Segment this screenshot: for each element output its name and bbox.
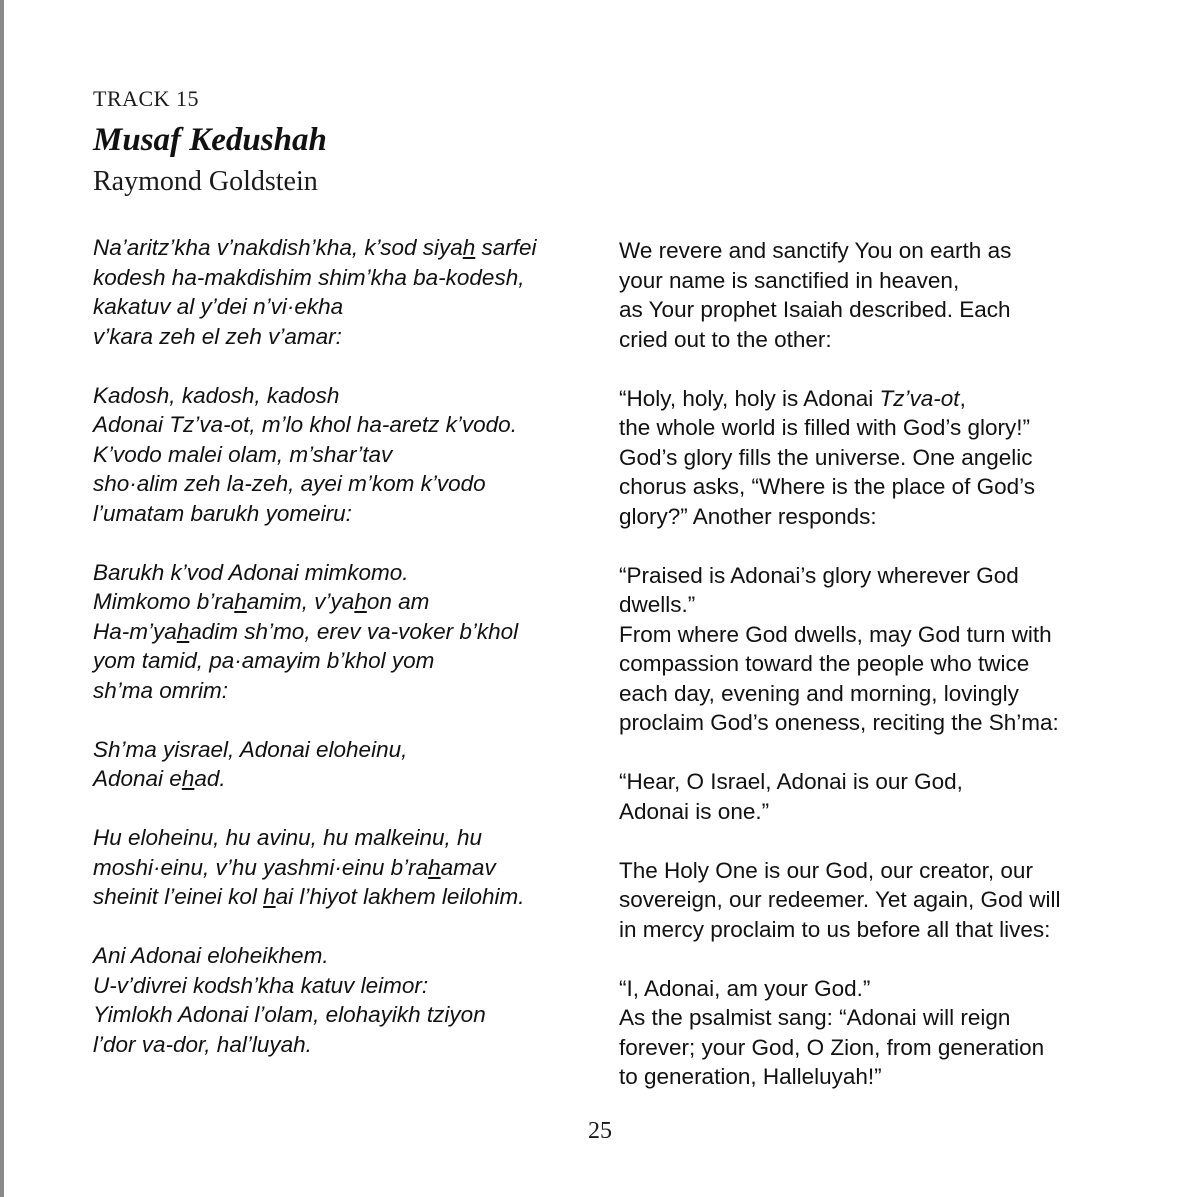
translation-stanza: [619, 856, 1109, 945]
text-segment: K’vodo malei olam, m’shar’tav: [93, 441, 393, 467]
text-line: [619, 708, 1109, 738]
text-segment: sovereign, our redeemer. Yet again, God will: [619, 887, 1061, 912]
translation-stanza: [619, 974, 1109, 1092]
text-segment: ai l’hiyot lakhem leilohim.: [275, 884, 525, 909]
text-segment: From where God dwells, may God turn with: [619, 621, 1052, 647]
text-line: [619, 295, 1109, 325]
text-line: [619, 649, 1109, 679]
text-line: [619, 384, 1109, 414]
text-segment: ,: [959, 385, 966, 411]
text-line: [93, 823, 593, 853]
text-line: [619, 620, 1109, 650]
text-line: [619, 413, 1109, 443]
translation-stanza: [619, 561, 1109, 738]
text-line: [93, 558, 593, 588]
text-segment: Mimkomo b’ra: [93, 589, 235, 614]
underlined-letter: h: [428, 854, 441, 880]
text-line: [93, 587, 593, 617]
text-line: [93, 1000, 593, 1030]
translation-stanza: [619, 384, 1109, 532]
text-segment: Ha-m’ya: [93, 618, 177, 644]
text-line: [93, 499, 593, 529]
text-segment: Kadosh, kadosh, kadosh: [93, 382, 340, 408]
text-segment: adim sh’mo, erev va-voker b’khol: [189, 618, 519, 644]
text-segment: Ani Adonai eloheikhem.: [93, 943, 329, 968]
text-segment: sho·alim zeh la-zeh, ayei m’kom k’vodo: [93, 471, 486, 496]
text-segment: glory?” Another responds:: [619, 503, 877, 529]
text-segment: moshi·einu, v’hu yashmi·einu b’ra: [93, 854, 429, 880]
text-segment: proclaim God’s oneness, reciting the Sh’ma:: [619, 710, 1059, 735]
text-segment: Barukh k’vod Adonai mimkomo.: [93, 559, 409, 585]
text-line: [619, 590, 1109, 620]
text-segment: compassion toward the people who twice: [619, 651, 1030, 676]
text-segment: As the psalmist sang: “Adonai will reign: [619, 1005, 1011, 1030]
underlined-letter: h: [354, 589, 367, 614]
text-line: [93, 410, 593, 440]
text-segment: “Holy, holy, holy is Adonai: [619, 385, 880, 411]
text-line: [93, 764, 593, 794]
text-segment: each day, evening and morning, lovingly: [619, 680, 1019, 706]
text-segment: Sh’ma yisrael, Adonai eloheinu,: [93, 736, 408, 762]
text-segment: l’umatam barukh yomeiru:: [93, 500, 352, 526]
text-segment: sarfei: [475, 235, 537, 260]
transliteration-stanza: [93, 823, 593, 912]
text-line: [93, 646, 593, 676]
text-segment: ad.: [194, 766, 226, 791]
text-segment: Adonai Tz’va-ot, m’lo khol ha-aretz k’vodo.: [93, 412, 517, 437]
translation-stanza: [619, 767, 1109, 826]
text-segment: God’s glory fills the universe. One angelic: [619, 444, 1033, 470]
text-line: [619, 797, 1109, 827]
text-segment: We revere and sanctify You on earth as: [619, 238, 1012, 263]
text-segment: kodesh ha-makdishim shim’kha ba-kodesh,: [93, 264, 525, 290]
text-segment: amav: [440, 854, 496, 880]
text-segment: sheinit l’einei kol: [93, 884, 264, 909]
text-segment: Na’aritz’kha v’nakdish’kha, k’sod siya: [93, 235, 463, 260]
text-segment: chorus asks, “Where is the place of God’s: [619, 474, 1036, 499]
transliteration-stanza: [93, 233, 593, 351]
text-line: [93, 617, 593, 647]
text-line: [619, 679, 1109, 709]
text-segment: forever; your God, O Zion, from generation: [619, 1034, 1045, 1060]
text-line: [619, 325, 1109, 355]
text-line: [619, 915, 1109, 945]
text-line: [93, 882, 593, 912]
translation-column: [619, 236, 1109, 1121]
text-line: [619, 1003, 1109, 1033]
text-segment: “Praised is Adonai’s glory wherever God: [619, 562, 1019, 588]
text-segment: Hu eloheinu, hu avinu, hu malkeinu, hu: [93, 825, 483, 850]
text-line: [619, 502, 1109, 532]
text-segment: l’dor va-dor, hal’luyah.: [93, 1031, 312, 1057]
underlined-letter: h: [462, 235, 476, 260]
text-segment: dwells.”: [619, 592, 696, 617]
text-segment: v’kara zeh el zeh v’amar:: [93, 323, 342, 349]
text-segment: Adonai is one.”: [619, 798, 770, 824]
text-line: [619, 1033, 1109, 1063]
text-line: [93, 381, 593, 411]
underlined-letter: h: [176, 618, 190, 644]
text-line: [93, 941, 593, 971]
text-line: [93, 292, 593, 322]
text-line: [619, 472, 1109, 502]
underlined-letter: h: [234, 589, 247, 614]
text-line: [619, 266, 1109, 296]
transliteration-stanza: [93, 558, 593, 706]
text-segment: Adonai e: [93, 766, 182, 791]
text-segment: “Hear, O Israel, Adonai is our God,: [619, 769, 963, 794]
text-segment: on am: [366, 589, 430, 614]
text-segment: amim, v’ya: [246, 589, 355, 614]
text-line: [619, 236, 1109, 266]
page-number: 25: [588, 1118, 612, 1144]
transliteration-stanza: [93, 381, 593, 529]
text-line: [93, 440, 593, 470]
italic-term: Tz’va-ot: [879, 385, 960, 411]
text-segment: to generation, Halleluyah!”: [619, 1064, 882, 1089]
text-segment: yom tamid, pa·amayim b’khol yom: [93, 648, 435, 673]
text-line: [93, 322, 593, 352]
transliteration-column: [93, 233, 593, 1089]
text-segment: your name is sanctified in heaven,: [619, 267, 960, 293]
composer-name: Raymond Goldstein: [93, 166, 318, 197]
text-line: [619, 767, 1109, 797]
text-segment: “I, Adonai, am your God.”: [619, 975, 871, 1001]
text-segment: the whole world is filled with God’s glory!”: [619, 415, 1031, 440]
text-line: [93, 263, 593, 293]
text-line: [93, 1030, 593, 1060]
piece-title: Musaf Kedushah: [93, 122, 327, 158]
text-line: [619, 856, 1109, 886]
underlined-letter: h: [263, 884, 276, 909]
text-line: [619, 561, 1109, 591]
text-segment: sh’ma omrim:: [93, 677, 229, 703]
page-edge-rule: [0, 0, 4, 1197]
translation-stanza: [619, 236, 1109, 354]
text-line: [93, 735, 593, 765]
text-line: [619, 974, 1109, 1004]
track-label: TRACK 15: [93, 86, 200, 111]
text-segment: kakatuv al y’dei n’vi·ekha: [93, 294, 344, 319]
text-segment: as Your prophet Isaiah described. Each: [619, 297, 1011, 322]
text-line: [619, 443, 1109, 473]
text-line: [93, 971, 593, 1001]
text-line: [93, 853, 593, 883]
transliteration-stanza: [93, 941, 593, 1059]
text-segment: in mercy proclaim to us before all that lives:: [619, 916, 1051, 942]
underlined-letter: h: [181, 766, 195, 791]
text-line: [93, 233, 593, 263]
transliteration-stanza: [93, 735, 593, 794]
text-line: [619, 1062, 1109, 1092]
text-line: [619, 885, 1109, 915]
text-segment: Yimlokh Adonai l’olam, elohayikh tziyon: [93, 1002, 486, 1027]
text-segment: U-v’divrei kodsh’kha katuv leimor:: [93, 972, 429, 998]
text-segment: cried out to the other:: [619, 326, 832, 352]
text-segment: The Holy One is our God, our creator, our: [619, 857, 1033, 883]
text-line: [93, 469, 593, 499]
text-line: [93, 676, 593, 706]
